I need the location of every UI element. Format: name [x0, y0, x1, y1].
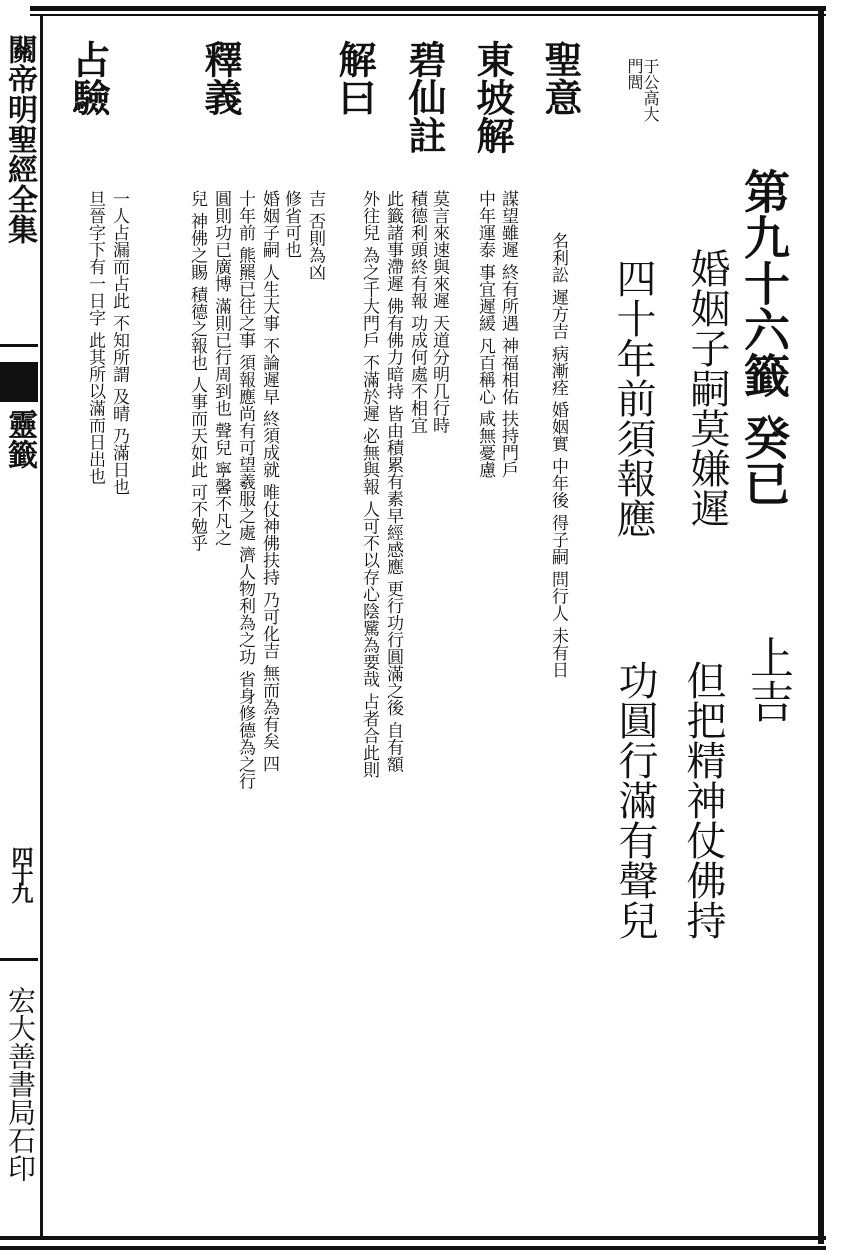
jieyue-text: 吉 否則為凶 — [305, 190, 325, 281]
shengyi-text: 名利訟 遲方吉 病漸痊 婚姻實 中年後 得子嗣 問行人 未有日 — [548, 232, 568, 678]
publisher: 宏大善書局石印 — [4, 986, 37, 1182]
heading-bixian: 碧仙註 — [402, 40, 447, 154]
heading-jieyue: 解曰 — [332, 40, 377, 116]
heading-dongpo: 東坡解 — [470, 40, 515, 154]
jieyue-text: 外往兒 為之千大門戶 不滿於遲 必無與報 人可不以存心陰騭為要哉 占者合此則 — [359, 190, 379, 779]
shiyi-text: 兒 神佛之賜 積德之報也 人事而天如此 可不勉乎 — [187, 190, 207, 552]
jieyue-text: 修省可也 — [281, 190, 301, 258]
poem-line-1: 婚姻子嗣莫嫌遲 — [684, 248, 730, 528]
jieyue-text: 此籤諸事滯遲 佛有佛力暗持 皆由積累有素早經感應 更行功行圓滿之後 自有額 — [383, 190, 403, 773]
lot-title: 第九十六籤 癸已 — [737, 168, 791, 507]
shiyi-text: 十年前 熊羆已往之事 須報應尚有可望羲服之處 濟人物利為之功 省身修德為之行 — [235, 190, 255, 790]
story-note: 門閭 — [625, 58, 644, 90]
page-number: 四十九 — [8, 846, 34, 900]
poem-line-4: 功圓行滿有聲兒 — [612, 660, 658, 940]
spine-rule — [0, 344, 38, 347]
section-title: 靈籤 — [2, 409, 37, 469]
book-spine — [0, 14, 38, 1236]
zhanyan-text: 一人占漏而占此 不知所謂 及晴 乃滿日也 — [109, 190, 129, 496]
story-note: 于公高大 — [641, 58, 660, 122]
page-border-right — [818, 8, 824, 1244]
bixian-text: 莫言來速與來遲 天道分明几行時 — [429, 190, 449, 434]
heading-shengyi: 聖意 — [538, 40, 583, 116]
page-border-top-inner — [30, 14, 826, 16]
shiyi-text: 圓則功已廣博 滿則已行周到也 聲兒 寧馨不凡之 — [211, 190, 231, 547]
book-title: 關帝明聖經全集 — [2, 34, 37, 244]
poem-line-3: 但把精神仗佛持 — [680, 660, 726, 940]
page-border-bottom — [0, 1236, 826, 1240]
lot-rank: 上吉 — [742, 635, 793, 723]
heading-zhanyan: 占驗 — [66, 40, 111, 116]
spine-divider — [40, 14, 43, 1238]
page-border-bottom-outer — [0, 1246, 826, 1250]
poem-line-2: 四十年前須報應 — [610, 258, 656, 538]
spine-rule — [0, 958, 38, 961]
dongpo-text: 謀望雖遲 終有所遇 神福相佑 扶持門戶 — [498, 190, 518, 479]
zhanyan-text: 旦晉字下有一日字 此其所以滿而日出也 — [85, 190, 105, 485]
page-border-top — [30, 6, 826, 11]
spine-black-marker — [0, 362, 38, 402]
shiyi-text: 婚姻子嗣 人生大事 不論遲早 終須成就 唯仗神佛扶持 乃可化吉 無而為有矣 四 — [259, 190, 279, 772]
dongpo-text: 中年運泰 事宜遲緩 凡百稱心 咸無憂慮 — [475, 190, 495, 479]
bixian-text: 積德利頭終有報 功成何處不相宜 — [407, 190, 427, 434]
heading-shiyi: 釋義 — [198, 40, 243, 116]
